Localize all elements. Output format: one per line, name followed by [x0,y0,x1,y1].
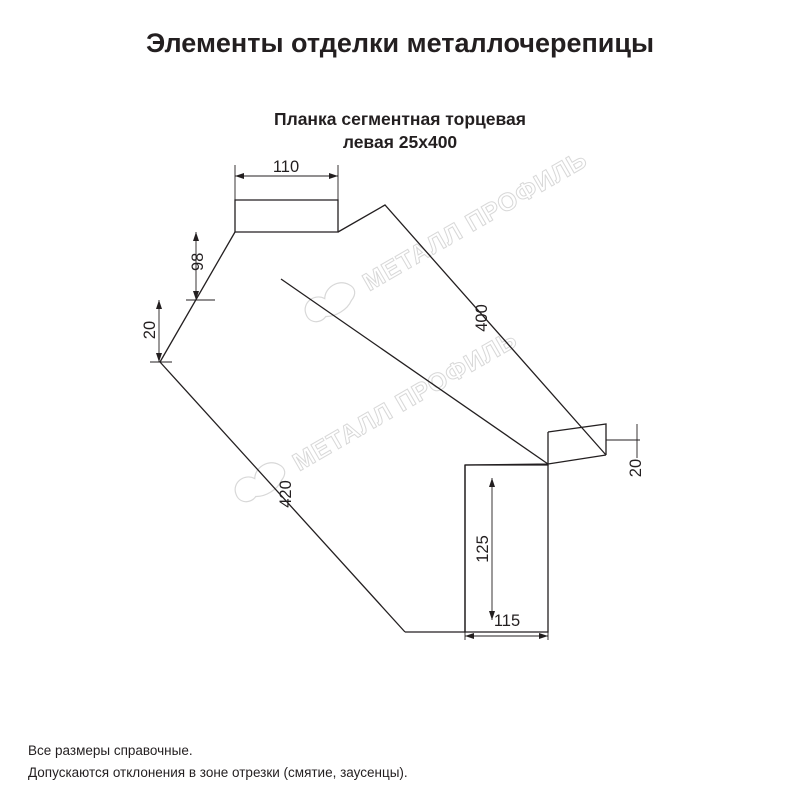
footer-line-1: Все размеры справочные. [28,743,193,758]
arrow-head [465,633,474,639]
dim-115 [465,632,548,640]
arrow-head [235,173,244,179]
page-title: Элементы отделки металлочерепицы [145,28,655,58]
arrow-head [193,232,199,241]
dim-115-label: 115 [493,612,521,630]
dim-20-left-label: 20 [141,320,159,340]
dim-20-right-label: 20 [627,458,645,478]
dim-125-label: 125 [474,535,492,563]
footer-note [28,740,728,784]
left-upper-edge [160,232,235,362]
watermark-top [300,144,592,330]
dim-400-label: 400 [473,304,491,332]
watermark-text: МЕТАЛЛ ПРОФИЛЬ [358,145,593,297]
watermark-text: МЕТАЛЛ ПРОФИЛЬ [288,325,523,477]
arrow-head [329,173,338,179]
dim-110-label: 110 [272,158,300,176]
arrow-head [489,478,495,487]
dim-420-label: 420 [277,480,295,508]
right-flange [548,424,606,455]
watermark-bottom [230,324,522,510]
dim-98-label: 98 [189,252,207,271]
arrow-head [156,300,162,309]
top-flange [235,200,338,232]
footer-line-2: Допускаются отклонения в зоне отрезки (смятие, заусенцы). [28,765,408,780]
watermark-logo-icon [300,277,361,328]
product-name-line1: Планка сегментная торцевая [274,109,526,129]
product-name-line2: левая 25х400 [342,132,458,152]
right-step [465,455,606,465]
arrow-head [539,633,548,639]
watermark-group [230,144,592,510]
dim-20-right [606,424,640,458]
